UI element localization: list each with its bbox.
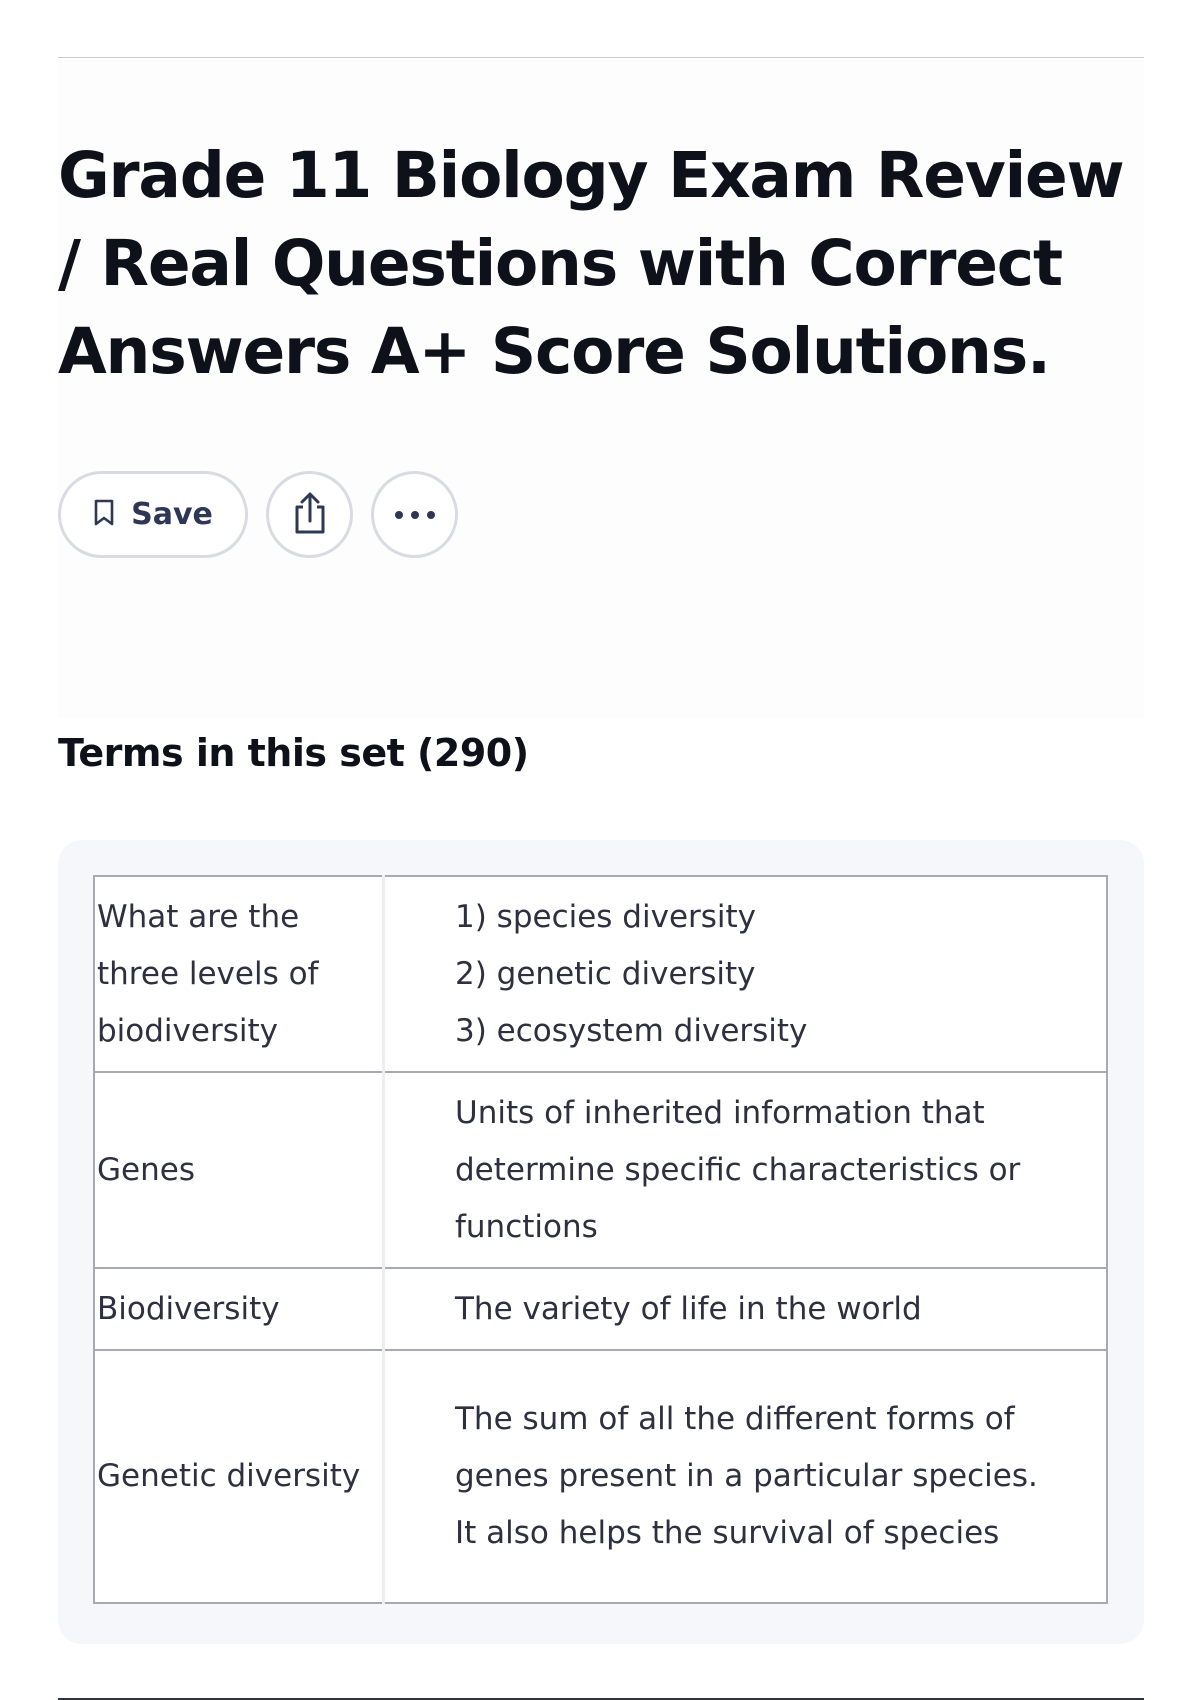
share-button[interactable] bbox=[266, 471, 353, 558]
definition-line: 2) genetic diversity bbox=[455, 955, 756, 992]
definition-cell: Units of inherited information that determine specific characteristics or functions bbox=[455, 1094, 1021, 1245]
term-cell: Genes bbox=[94, 1072, 384, 1268]
page-title: Grade 11 Biology Exam Review / Real Questions with Correct Answers A+ Score Solutions. bbox=[58, 139, 1124, 388]
table-row[interactable] bbox=[94, 1072, 1107, 1268]
term-cell: Biodiversity bbox=[94, 1268, 384, 1350]
share-icon bbox=[290, 491, 330, 539]
definition-line: 3) ecosystem diversity bbox=[455, 1012, 808, 1049]
save-button[interactable] bbox=[58, 471, 248, 558]
table-row[interactable] bbox=[94, 1268, 1107, 1350]
definition-cell: The sum of all the different forms of genes present in a particular species. It also helps the survival of species bbox=[455, 1401, 1038, 1551]
table-row[interactable] bbox=[94, 1350, 1107, 1603]
bookmark-icon bbox=[93, 499, 115, 531]
more-icon bbox=[393, 505, 437, 524]
term-cell: Genetic diversity bbox=[94, 1350, 384, 1603]
save-label: Save bbox=[131, 497, 213, 532]
term-cell: What are the three levels of biodiversity bbox=[94, 876, 384, 1072]
table-row[interactable] bbox=[94, 876, 1107, 1072]
terms-table bbox=[93, 875, 1108, 1604]
terms-heading: Terms in this set (290) bbox=[58, 731, 529, 775]
definition-cell bbox=[384, 876, 1108, 1072]
more-options-button[interactable] bbox=[371, 471, 458, 558]
definition-line: 1) species diversity bbox=[455, 898, 757, 935]
definition-cell: The variety of life in the world bbox=[455, 1290, 922, 1327]
action-bar bbox=[58, 471, 458, 558]
